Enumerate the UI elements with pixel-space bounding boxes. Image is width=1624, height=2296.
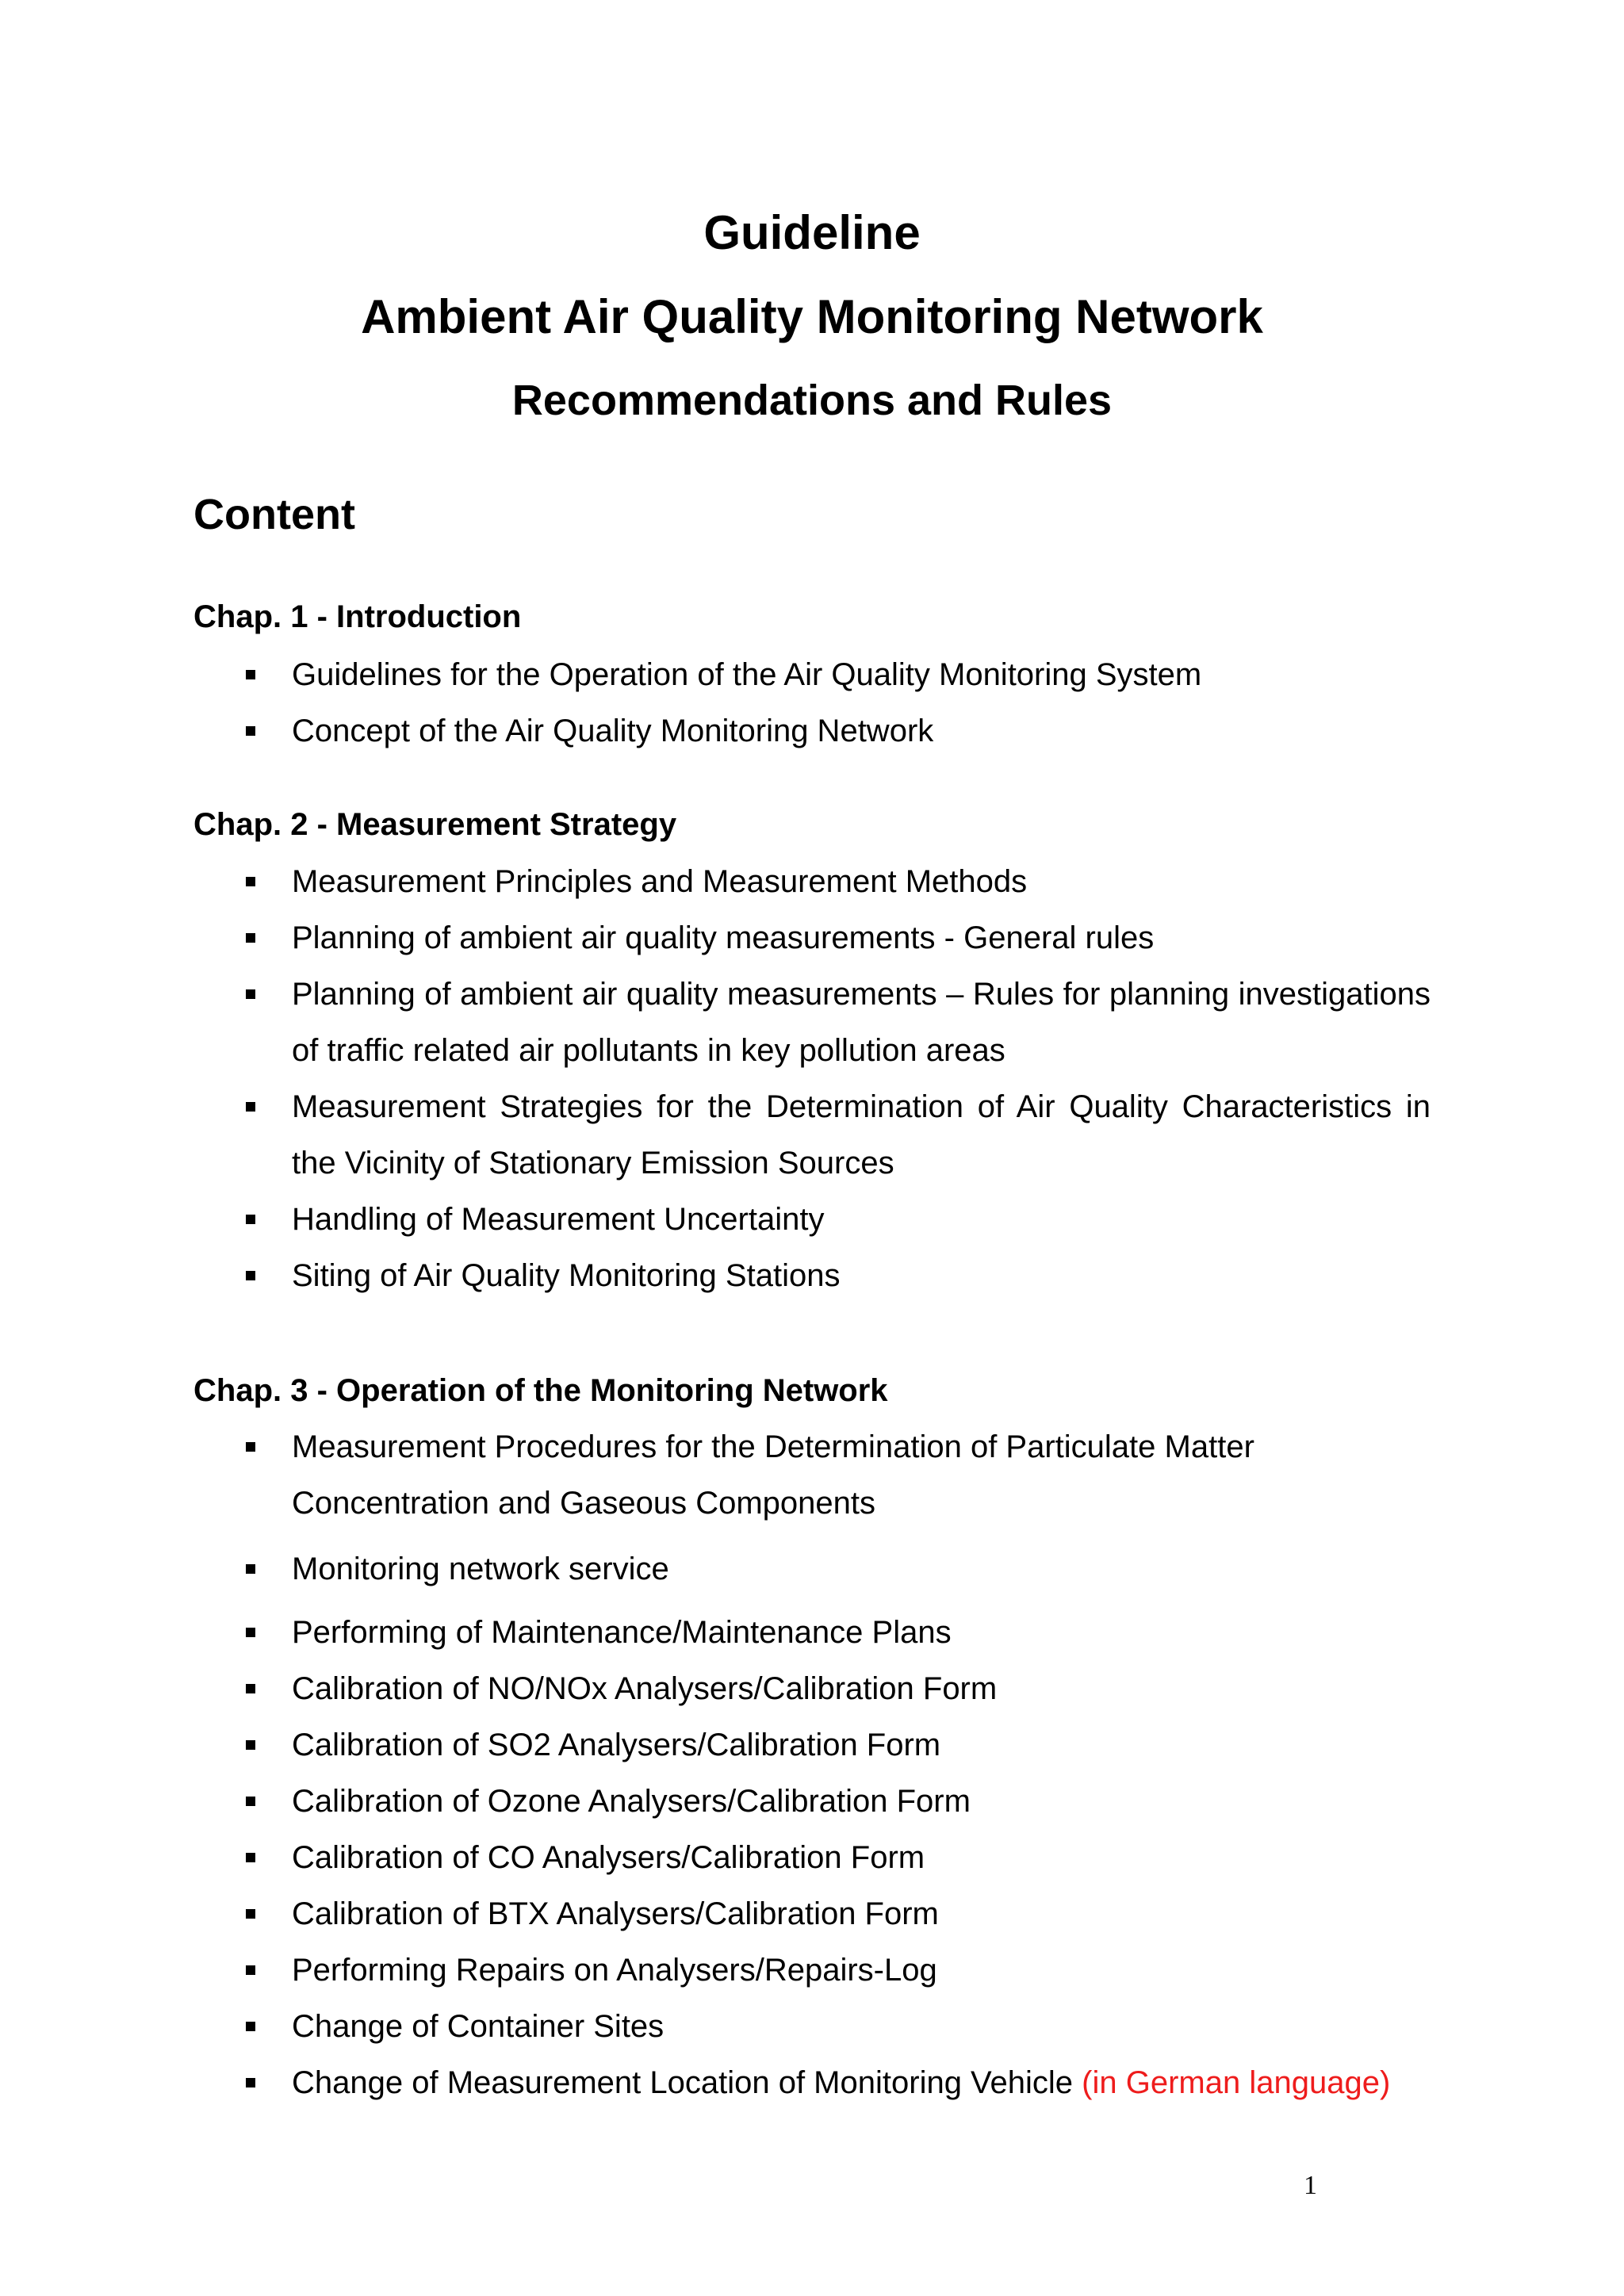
bullet-icon [246, 933, 255, 943]
bullet-icon [246, 1628, 255, 1637]
bullet-icon [246, 1271, 255, 1280]
list-item: Measurement Principles and Measurement Methods [0, 854, 1431, 910]
list-item: Change of Measurement Location of Monitoring Vehicle (in German language) [0, 2055, 1431, 2111]
list-item: Calibration of NO/NOx Analysers/Calibration Form [0, 1661, 1431, 1717]
bullet-icon [246, 1740, 255, 1750]
chapter-1-list [0, 647, 1431, 760]
language-note: (in German language) [1082, 2065, 1391, 2100]
bullet-icon [246, 877, 255, 886]
list-item: Concept of the Air Quality Monitoring Network [0, 703, 1431, 760]
chapter-3-heading: Chap. 3 - Operation of the Monitoring Network [193, 1373, 888, 1408]
bullet-icon [246, 1797, 255, 1806]
list-item: Calibration of CO Analysers/Calibration Form [0, 1830, 1431, 1886]
bullet-icon [246, 1965, 255, 1975]
bullet-icon [246, 2078, 255, 2087]
bullet-icon [246, 1684, 255, 1693]
list-item: Calibration of BTX Analysers/Calibration Form [0, 1886, 1431, 1942]
bullet-icon [246, 726, 255, 736]
bullet-icon [246, 1909, 255, 1919]
list-item: Calibration of Ozone Analysers/Calibration Form [0, 1774, 1431, 1830]
list-item: Change of Container Sites [0, 1999, 1431, 2055]
list-item: Siting of Air Quality Monitoring Stations [0, 1248, 1431, 1304]
bullet-icon [246, 670, 255, 679]
list-item: Calibration of SO2 Analysers/Calibration Form [0, 1717, 1431, 1774]
chapter-1-heading: Chap. 1 - Introduction [193, 599, 522, 634]
list-item: Guidelines for the Operation of the Air Quality Monitoring System [0, 647, 1431, 703]
list-item: Handling of Measurement Uncertainty [0, 1192, 1431, 1248]
list-item: Performing Repairs on Analysers/Repairs-Log [0, 1942, 1431, 1999]
bullet-icon [246, 1853, 255, 1862]
content-heading: Content [193, 491, 355, 538]
document-subtitle: Ambient Air Quality Monitoring Network [361, 290, 1263, 343]
bullet-icon [246, 1215, 255, 1224]
chapter-2-list [0, 854, 1431, 1304]
bullet-icon [246, 1102, 255, 1112]
bullet-icon [246, 1442, 255, 1452]
list-item: Performing of Maintenance/Maintenance Plans [0, 1605, 1431, 1661]
bullet-icon [246, 1564, 255, 1574]
list-item: Measurement Strategies for the Determination of Air Quality Characteristics in the Vicinity of Stationary Emission Sources [0, 1079, 1431, 1192]
list-item: Planning of ambient air quality measurements - General rules [0, 910, 1431, 966]
document-subheading: Recommendations and Rules [511, 377, 1113, 424]
bullet-icon [246, 2022, 255, 2031]
chapter-3-list [0, 1419, 1431, 2111]
document-title: Guideline [703, 206, 921, 259]
list-item: Monitoring network service [0, 1541, 1431, 1598]
list-item: Planning of ambient air quality measurements – Rules for planning investigations of traffic related air pollutants in key pollution areas [0, 966, 1431, 1079]
list-item: Measurement Procedures for the Determination of Particulate Matter Concentration and Gaseous Components [0, 1419, 1431, 1532]
bullet-icon [246, 989, 255, 999]
chapter-2-heading: Chap. 2 - Measurement Strategy [193, 807, 677, 842]
page-number: 1 [1304, 2171, 1317, 2200]
